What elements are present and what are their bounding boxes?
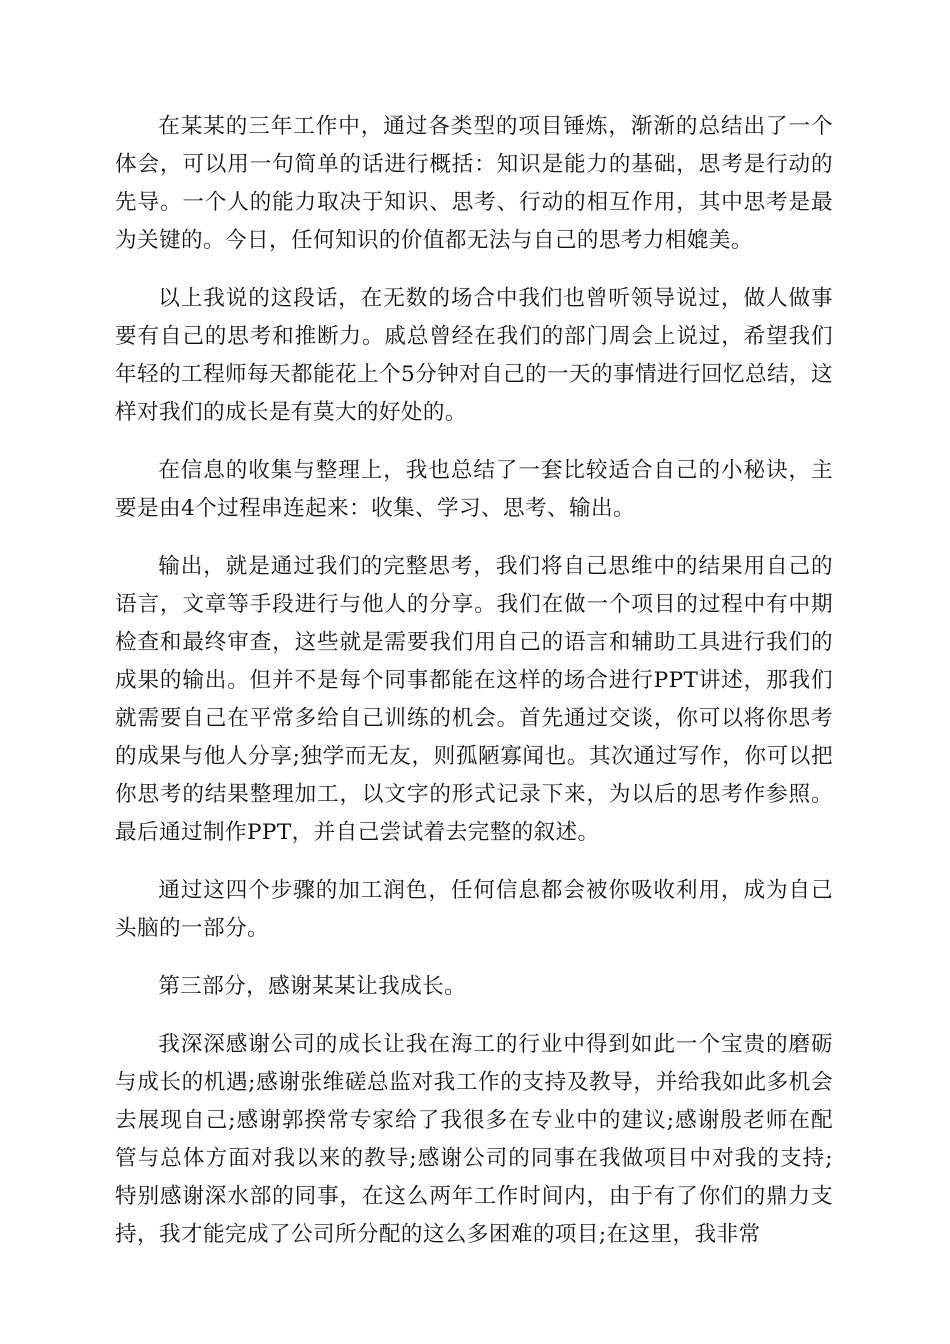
paragraph-7: 我深深感谢公司的成长让我在海工的行业中得到如此一个宝贵的磨砺与成长的机遇;感谢张维磋总监对我工作的支持及教导，并给我如此多机会去展现自己;感谢郭揆常专家给了我很多在专业中的建议;感谢殷老师在配管与总体方面对我以来的教导;感谢公司的同事在我做项目中对我的支持;特别感谢深水部的同事，在这么两年工作时间内，由于有了你们的鼎力支持，我才能完成了公司所分配的这么多困难的项目;在这里，我非常 xyxy=(115,1032,833,1247)
section-heading-part-three: 第三部分，感谢某某让我成长。 xyxy=(158,974,467,999)
paragraph-1: 在某某的三年工作中，通过各类型的项目锤炼，渐渐的总结出了一个体会，可以用一句简单的话进行概括：知识是能力的基础，思考是行动的先导。一个人的能力取决于知识、思考、行动的相互作用，其中思考是最为关键的。今日，任何知识的价值都无法与自己的思考力相媲美。 xyxy=(115,114,833,253)
paragraph-4: 输出，就是通过我们的完整思考，我们将自己思维中的结果用自己的语言，文章等手段进行与他人的分享。我们在做一个项目的过程中有中期检查和最终审查，这些就是需要我们用自己的语言和辅助工具进行我们的成果的输出。但并不是每个同事都能在这样的场合进行PPT讲述，那我们就需要自己在平常多给自己训练的机会。首先通过交谈，你可以将你思考的成果与他人分享;独学而无友，则孤陋寡闻也。其次通过写作，你可以把你思考的结果整理加工，以文字的形式记录下来，为以后的思考作参照。最后通过制作PPT，并自己尝试着去完整的叙述。 xyxy=(115,554,833,845)
paragraph-2: 以上我说的这段话，在无数的场合中我们也曾听领导说过，做人做事要有自己的思考和推断力。戚总曾经在我们的部门周会上说过，希望我们年轻的工程师每天都能花上个5分钟对自己的一天的事情进行回忆总结，这样对我们的成长是有莫大的好处的。 xyxy=(115,286,833,425)
paragraph-3: 在信息的收集与整理上，我也总结了一套比较适合自己的小秘诀，主要是由4个过程串连起来：收集、学习、思考、输出。 xyxy=(115,458,833,521)
paragraph-5: 通过这四个步骤的加工润色，任何信息都会被你吸收利用，成为自己头脑的一部分。 xyxy=(115,878,833,941)
document-body xyxy=(115,108,833,1274)
